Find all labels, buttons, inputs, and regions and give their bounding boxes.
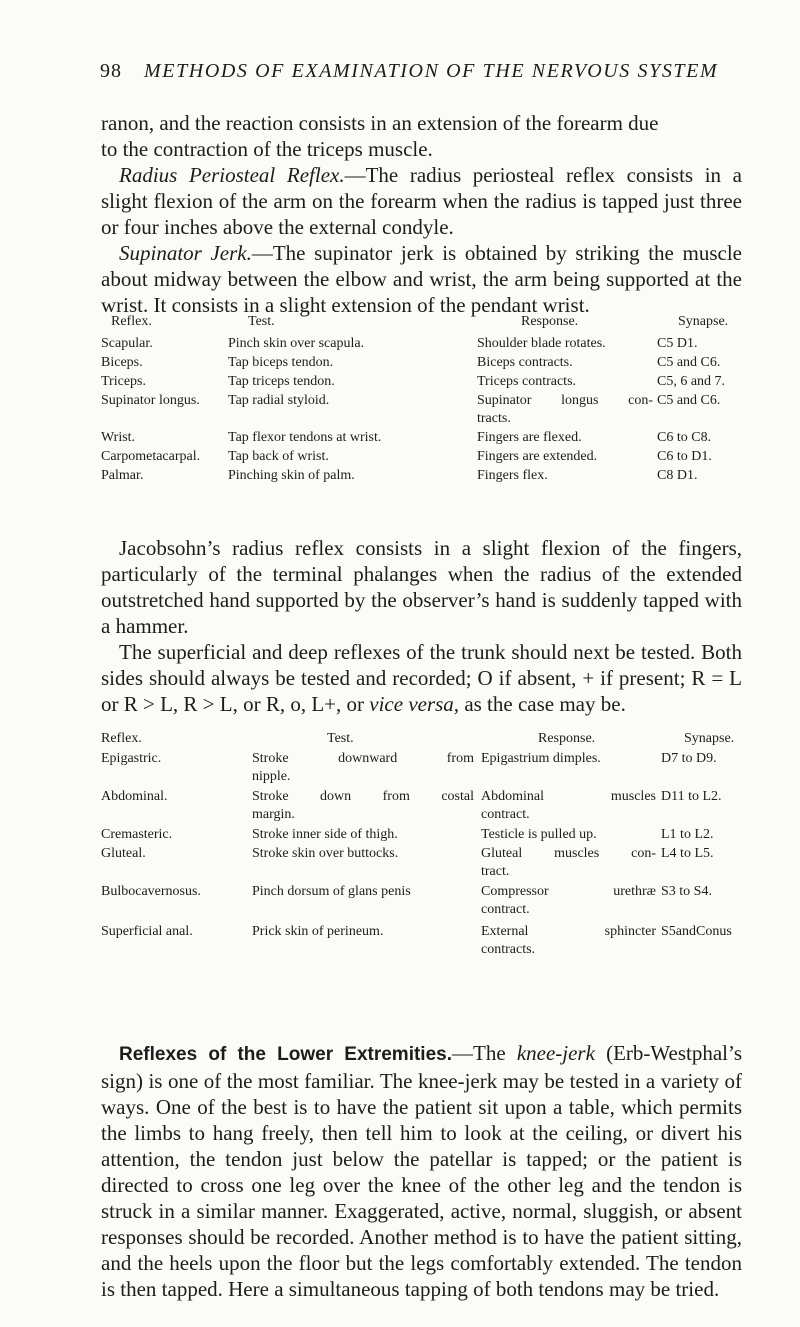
intro-line-2: to the contraction of the triceps muscle.	[101, 137, 433, 161]
table-cell-test: Tap flexor tendons at wrist.	[228, 430, 382, 445]
upper-reflex-table	[101, 313, 746, 513]
table-cell-reflex: Abdominal.	[101, 789, 168, 804]
table-cell-response: Shoulder blade rotates.	[477, 336, 606, 351]
table-cell-reflex: Triceps.	[101, 374, 146, 389]
trunk-paragraph	[101, 639, 742, 717]
trunk-text-b: as the case may be.	[459, 692, 626, 716]
table-cell-synapse: C5 D1.	[657, 336, 698, 351]
intro-section	[101, 110, 742, 318]
table-header-reflex: Reflex.	[111, 314, 152, 329]
table-cell-reflex: Bulbocavernosus.	[101, 884, 201, 899]
knee-jerk-term: knee-jerk	[516, 1041, 595, 1065]
table-cell-test: Pinching skin of palm.	[228, 468, 355, 483]
table-cell-response: Gluteal muscles con- tract.	[481, 846, 656, 879]
table-cell-synapse: L1 to L2.	[661, 827, 714, 842]
table-cell-reflex: Biceps.	[101, 355, 143, 370]
table-cell-test: Tap triceps tendon.	[228, 374, 335, 389]
table-cell-response: Abdominal muscles contract.	[481, 789, 656, 822]
table-cell-reflex: Epigastric.	[101, 751, 162, 766]
intro-line-1: ranon, and the reaction consists in an extension of the forearm due	[101, 111, 659, 135]
table-cell-synapse: C6 to D1.	[657, 449, 712, 464]
middle-section	[101, 535, 742, 717]
table-cell-reflex: Wrist.	[101, 430, 136, 445]
table-cell-reflex: Superficial anal.	[101, 924, 193, 939]
table-cell-test: Stroke down from costal margin.	[252, 789, 474, 822]
radius-periosteal-text: —The radius periosteal reflex consists in a slight flexion of the arm on the forearm when the radius is tapped just three or four inches above the external condyle.	[101, 163, 742, 239]
table-cell-response: Fingers are flexed.	[477, 430, 582, 445]
supinator-jerk-title: Supinator Jerk.	[119, 241, 252, 265]
table-cell-test: Tap back of wrist.	[228, 449, 329, 464]
table-cell-reflex: Palmar.	[101, 468, 144, 483]
table-cell-synapse: C5, 6 and 7.	[657, 374, 726, 389]
table-cell-synapse: L4 to L5.	[661, 846, 714, 861]
supinator-jerk-text: —The supinator jerk is obtained by striking the muscle about midway between the elbow and wrist, the arm being supported at the wrist. It consists in a slight extension of the pendant wrist.	[101, 241, 742, 317]
table-cell-synapse: C6 to C8.	[657, 430, 712, 445]
table-header-response: Response.	[521, 314, 579, 329]
table-header-reflex: Reflex.	[101, 731, 142, 746]
table-cell-response: Supinator longus con- tracts.	[477, 393, 653, 426]
table-cell-test: Stroke downward from nipple.	[252, 751, 474, 784]
table-cell-test: Stroke skin over buttocks.	[252, 846, 399, 861]
table-cell-test: Pinch skin over scapula.	[228, 336, 365, 351]
lower-extremities-title: Reflexes of the Lower Extremities.	[119, 1044, 452, 1065]
table-cell-response: Triceps contracts.	[477, 374, 577, 389]
table-cell-reflex: Gluteal.	[101, 846, 146, 861]
table-cell-synapse: D7 to D9.	[661, 751, 717, 766]
radius-periosteal-paragraph	[101, 162, 742, 240]
table-cell-synapse: S3 to S4.	[661, 884, 712, 899]
supinator-jerk-paragraph	[101, 240, 742, 318]
table-cell-response: Testicle is pulled up.	[481, 827, 597, 842]
table-cell-response: Epigastrium dimples.	[481, 751, 601, 766]
table-cell-test: Pinch dorsum of glans penis	[252, 884, 411, 899]
table-cell-synapse: C5 and C6.	[657, 393, 721, 408]
trunk-reflex-table	[101, 730, 746, 1010]
running-title: METHODS OF EXAMINATION OF THE NERVOUS SYSTEM	[144, 60, 719, 82]
lower-extremities-text: (Erb-Westphal’s sign) is one of the most familiar. The knee-jerk may be tested in a variety of ways. One of the best is to have the patient sit upon a table, which permits the limbs to hang freely, then tell him to look at the ceiling, or divert his attention, the tendon just below the patellar is tapped; or the patient is directed to cross one leg over the knee of the other leg and the tendon is struck in a similar manner. Exaggerated, active, normal, sluggish, or absent responses should be recorded. Another method is to have the patient sitting, and the heels upon the floor but the legs comfortably extended. The tendon is then tapped. Here a simultaneous tapping of both tendons may be tried.	[101, 1041, 743, 1301]
lower-extremities-section	[101, 1040, 742, 1302]
table-cell-synapse: D11 to L2.	[661, 789, 722, 804]
table-cell-test: Prick skin of perineum.	[252, 924, 384, 939]
trunk-text-a: The superficial and deep reflexes of the trunk should next be tested. Both sides should always be tested and recorded; O if absent, + if present; R = L or R > L, R > L, or R, o, L+, or	[101, 640, 742, 716]
jacobsohn-paragraph: Jacobsohn’s radius reflex consists in a slight flexion of the fingers, particularly of the terminal phalanges when the radius of the extended outstretched hand supported by the observer’s hand is suddenly tapped with a hammer.	[101, 536, 742, 638]
table-cell-response: Fingers flex.	[477, 468, 548, 483]
table-cell-response: Compressor urethræ contract.	[481, 884, 656, 917]
table-header-response: Response.	[538, 731, 596, 746]
table-cell-response: External sphincter contracts.	[481, 924, 656, 957]
table-header-synapse: Synapse.	[678, 314, 729, 329]
lower-extremities-paragraph	[101, 1040, 742, 1302]
lower-dash: —The	[452, 1041, 517, 1065]
table-cell-test: Tap radial styloid.	[228, 393, 330, 408]
page-number: 98	[100, 60, 122, 82]
table-header-test: Test.	[327, 731, 354, 746]
table-cell-reflex: Supinator longus.	[101, 393, 200, 408]
table-cell-reflex: Scapular.	[101, 336, 153, 351]
radius-periosteal-title: Radius Periosteal Reflex.	[119, 163, 345, 187]
table-cell-test: Tap biceps tendon.	[228, 355, 334, 370]
table-cell-response: Biceps contracts.	[477, 355, 573, 370]
table-header-synapse: Synapse.	[684, 731, 735, 746]
trunk-vice-versa: vice versa,	[369, 692, 460, 716]
table-cell-synapse: C8 D1.	[657, 468, 698, 483]
table-cell-test: Stroke inner side of thigh.	[252, 827, 398, 842]
table-cell-synapse: S5andConus	[661, 924, 732, 939]
table-cell-reflex: Cremasteric.	[101, 827, 173, 842]
table-header-test: Test.	[248, 314, 275, 329]
table-cell-synapse: C5 and C6.	[657, 355, 721, 370]
table-cell-reflex: Carpometacarpal.	[101, 449, 201, 464]
table-cell-response: Fingers are extended.	[477, 449, 598, 464]
